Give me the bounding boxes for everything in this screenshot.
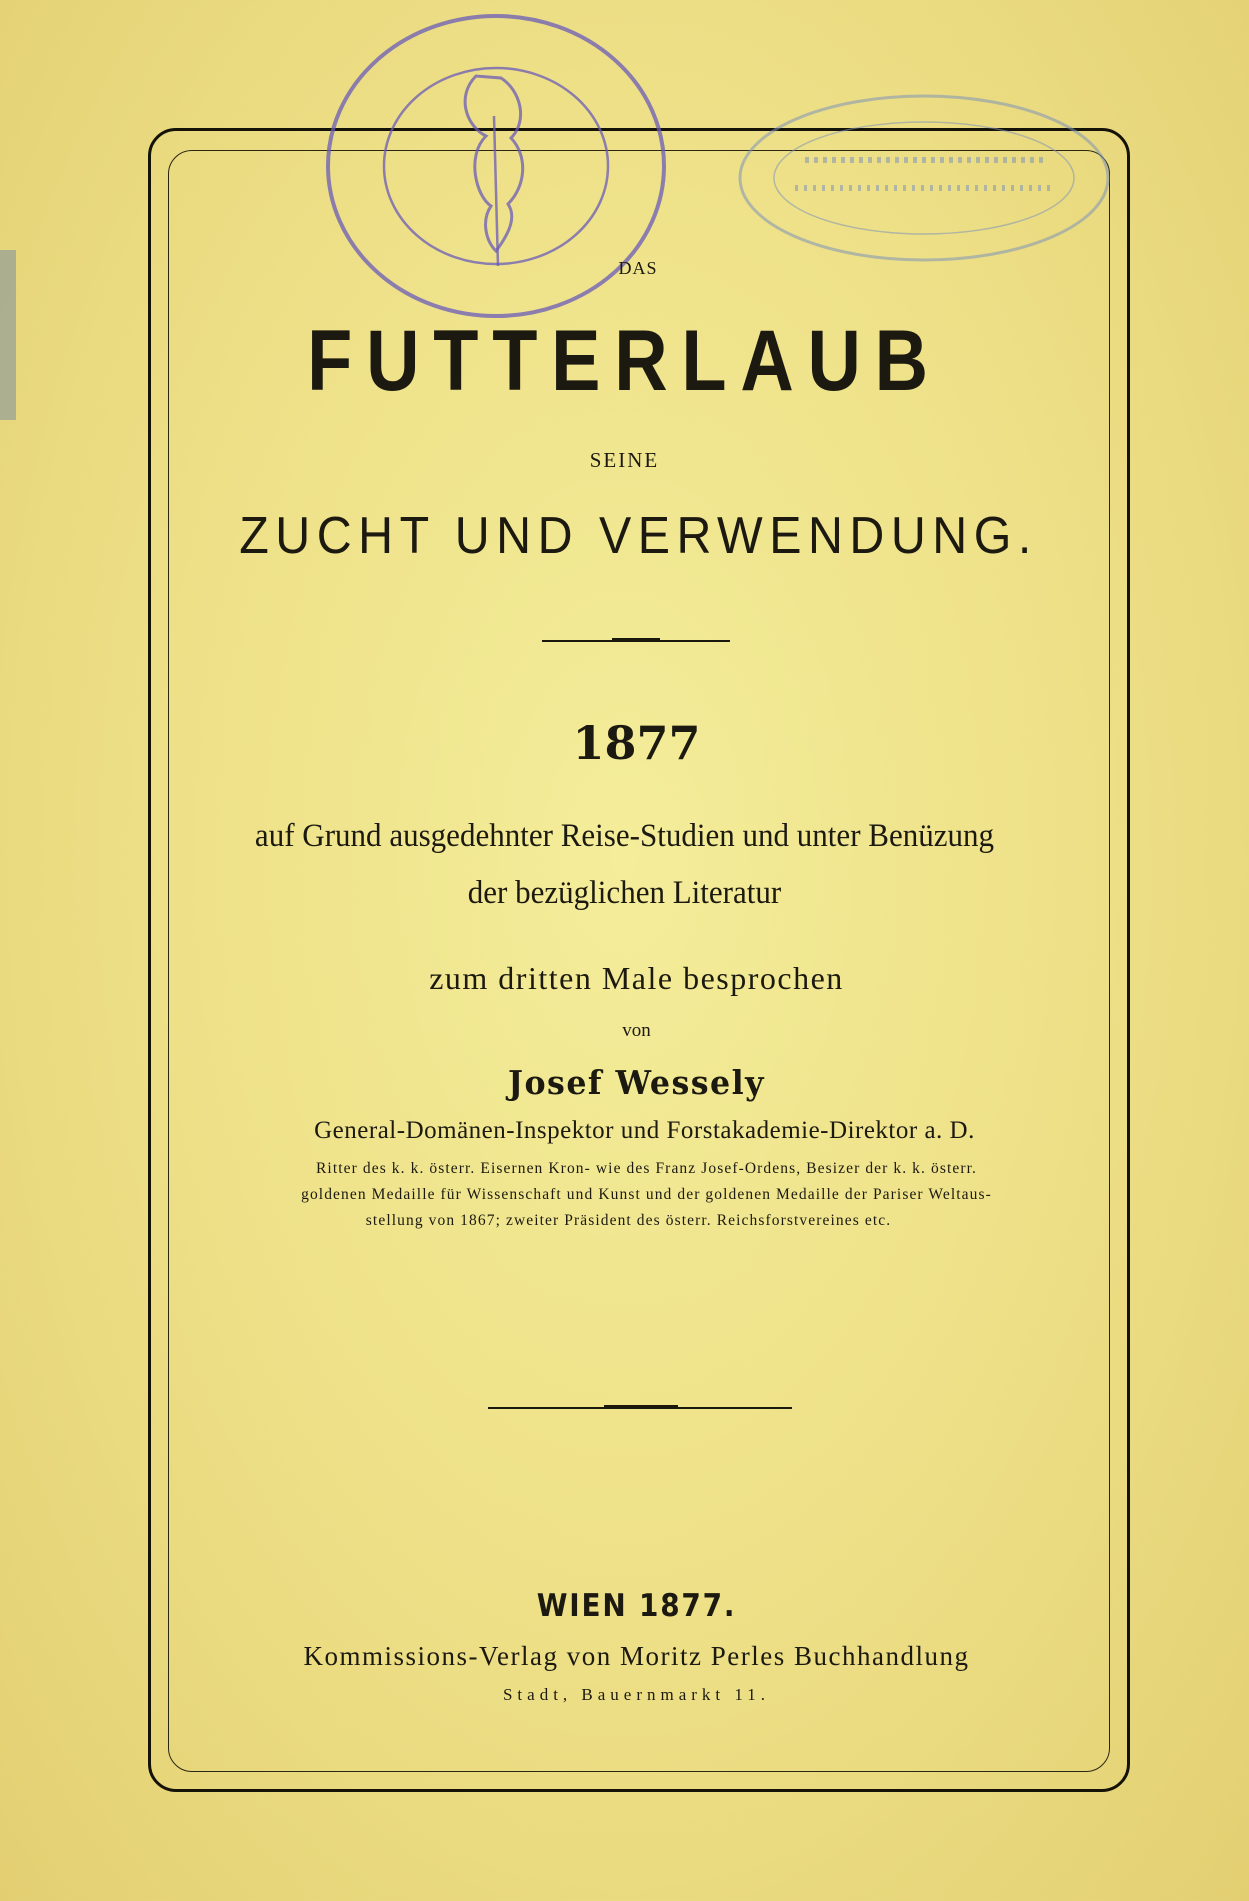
book-subtitle: ZUCHT UND VERWENDUNG. xyxy=(239,507,1038,565)
title-connector: SEINE xyxy=(589,448,660,472)
by-label: von xyxy=(622,1020,651,1041)
description-line-1: auf Grund ausgedehnter Reise-Studien und unter Benüzung xyxy=(254,818,995,854)
book-title: FUTTERLAUB xyxy=(307,313,942,409)
author-honors-line-1: Ritter des k. k. österr. Eisernen Kron- wie des Franz Josef-Ordens, Besizer der k. k. österr. xyxy=(315,1160,977,1177)
library-stamp xyxy=(316,6,676,336)
divider-bottom-center xyxy=(604,1405,678,1409)
author-honors-line-2: goldenen Medaille für Wissenschaft und Kunst und der goldenen Medaille der Pariser Weltaus- xyxy=(301,1186,992,1203)
edition-year: 1877 xyxy=(572,716,701,770)
description-line-2: der bezüglichen Literatur xyxy=(467,875,782,911)
publication-place: WIEN 1877. xyxy=(536,1588,737,1624)
divider-top-center xyxy=(612,638,660,642)
publisher-address: Stadt, Bauernmarkt 11. xyxy=(502,1685,771,1704)
author-honors-line-3: stellung von 1867; zweiter Präsident des österr. Reichsforstvereines etc. xyxy=(365,1212,892,1229)
pre-title: DAS xyxy=(618,258,658,278)
author-name: Josef Wessely xyxy=(508,1063,765,1102)
publisher: Kommissions-Verlag von Moritz Perles Buchhandlung xyxy=(303,1641,970,1671)
page-edge-strip xyxy=(0,250,16,420)
description-line-3: zum dritten Male besprochen xyxy=(429,960,844,996)
faded-oval-stamp xyxy=(735,88,1113,268)
author-title: General-Domänen-Inspektor und Forstakademie-Direktor a. D. xyxy=(314,1117,975,1144)
